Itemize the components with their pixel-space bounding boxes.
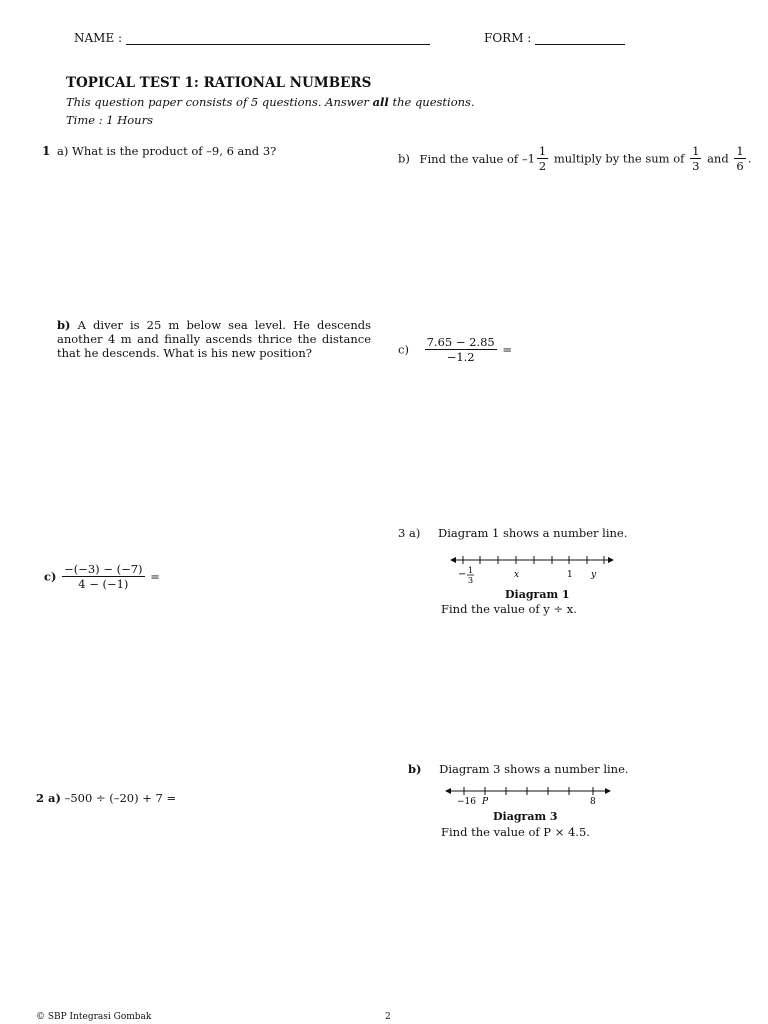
question-2a-label: 2 a) [36, 791, 61, 805]
question-1b-text: A diver is 25 m below sea level. He descends another 4 m and finally ascends thrice the distance that he descends. What is his new position? [57, 318, 372, 360]
diagram-3-caption: Diagram 3 [493, 810, 558, 823]
time-limit: Time : 1 Hours [66, 113, 153, 127]
question-2b-label: b) [398, 151, 410, 166]
page-number: 2 [385, 1012, 391, 1022]
form-field [484, 31, 625, 45]
question-2a-expression: –500 ÷ (–20) + 7 = [64, 791, 177, 805]
question-2c: c) $\frac{7.65 - 2.85}{-1.2}$ = [398, 335, 513, 364]
number-line-diagram-3 [443, 784, 615, 808]
fraction-one-third: $\frac{1}{3}$ [692, 144, 700, 173]
question-1b [57, 318, 371, 360]
question-3b-find: Find the value of P × 4.5. [441, 825, 590, 839]
tick-label-p: P [482, 797, 489, 807]
tick-label-denominator: 3 [468, 576, 474, 585]
name-field [74, 31, 430, 45]
question-1c-fraction: $\frac{-(-3) - (-7)}{4 - (-1)}$ [64, 562, 143, 591]
tick-label-8: 8 [590, 797, 596, 807]
page-title: TOPICAL TEST 1: RATIONAL NUMBERS [66, 75, 372, 91]
tick-label-numerator: 1 [468, 566, 474, 575]
tick-label-one: 1 [567, 570, 573, 580]
question-1-number: 1 [42, 144, 51, 158]
question-3b-text: Diagram 3 shows a number line. [439, 762, 629, 776]
name-blank[interactable] [126, 32, 430, 45]
question-3b-label: b) [408, 762, 422, 776]
tick-label-y: y [591, 570, 597, 580]
tick-label-minus-16: −16 [457, 797, 476, 807]
question-1c: c) $\frac{-(-3) - (-7)}{4 - (-1)}$ = [44, 562, 160, 591]
diagram-1-caption: Diagram 1 [505, 588, 570, 601]
question-1a: a) What is the product of –9, 6 and 3? [57, 144, 277, 158]
instructions: This question paper consists of 5 questions. Answer all the questions. [66, 95, 475, 109]
form-blank[interactable] [535, 32, 625, 45]
question-3b [408, 762, 629, 776]
question-2c-label: c) [398, 342, 409, 357]
form-label: FORM : [484, 31, 532, 45]
name-label: NAME : [74, 31, 123, 45]
tick-label-x: x [514, 570, 520, 580]
fraction-one-sixth: $\frac{1}{6}$ [736, 144, 744, 173]
question-3a [398, 526, 627, 540]
number-line-diagram-1 [448, 552, 618, 586]
question-1c-label: c) [44, 569, 57, 584]
question-3a-text: Diagram 1 shows a number line. [437, 526, 628, 540]
question-3a-find: Find the value of y ÷ x. [441, 602, 577, 616]
question-2c-fraction: $\frac{7.65 - 2.85}{-1.2}$ [426, 335, 495, 364]
fraction-one-half: $\frac{1}{2}$ [538, 144, 547, 173]
question-3a-label: 3 a) [398, 526, 421, 540]
tick-label-minus: − [458, 569, 467, 580]
footer-copyright: © SBP Integrasi Gombak [36, 1012, 152, 1022]
question-2b: b) Find the value of –1 $\frac{1}{2}$ multiply by the sum of $\frac{1}{3}$ and $\frac{1}{6}$ . [398, 144, 752, 173]
question-2a [36, 791, 176, 805]
question-1b-label: b) [57, 318, 71, 332]
